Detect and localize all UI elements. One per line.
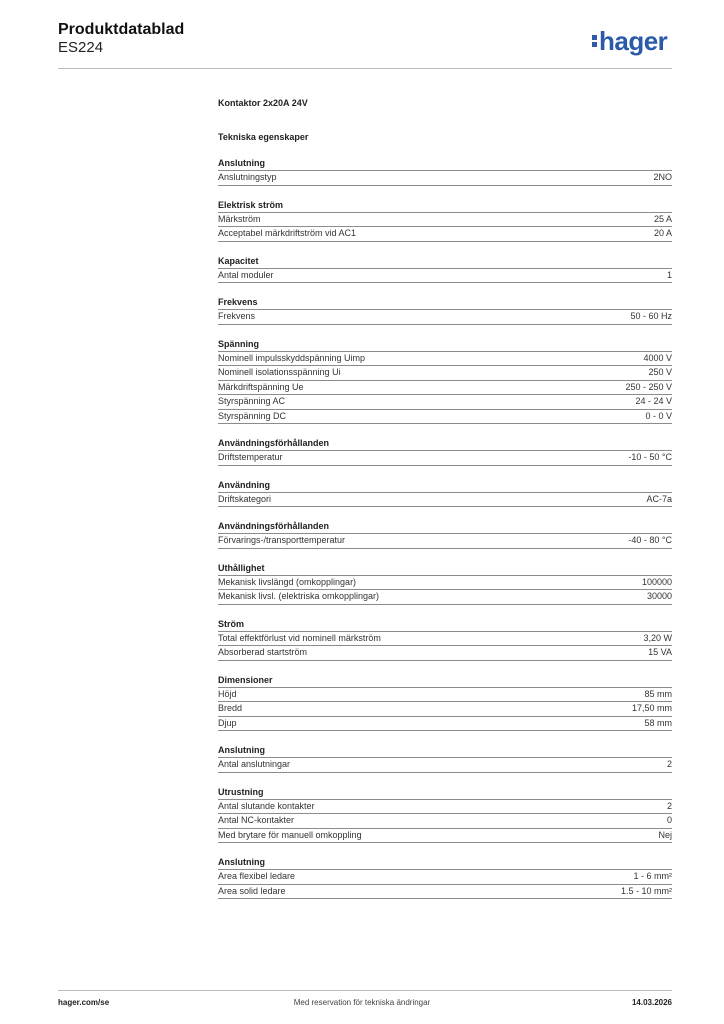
spec-value: -10 - 50 °C [628, 452, 672, 462]
spec-label: Acceptabel märkdriftström vid AC1 [218, 228, 357, 238]
spec-row [218, 309, 672, 325]
spec-value: 1 - 6 mm² [633, 871, 672, 881]
section-rows [218, 533, 672, 549]
spec-section [218, 200, 672, 242]
spec-value: 250 V [648, 367, 672, 377]
spec-row [218, 645, 672, 661]
spec-section [218, 158, 672, 186]
section-title: Användningsförhållanden [218, 438, 330, 448]
spec-value: 0 [666, 815, 672, 825]
section-rows [218, 631, 672, 661]
spec-value: 1.5 - 10 mm² [620, 885, 672, 896]
spec-label: Absorberad startström [218, 647, 308, 657]
section-title: Anslutning [218, 158, 265, 168]
product-name: Kontaktor 2x20A 24V [218, 98, 308, 108]
spec-row [218, 394, 672, 409]
section-title: Elektrisk ström [218, 199, 284, 210]
section-rows [218, 170, 672, 186]
spec-row [218, 884, 672, 900]
section-rows [218, 869, 672, 899]
document-title: Produktdatablad [58, 21, 185, 38]
section-title: Uthållighet [218, 562, 265, 573]
spec-value: 25 A [653, 213, 672, 224]
spec-label: Med brytare för manuell omkoppling [218, 829, 362, 840]
spec-label: Frekvens [218, 311, 256, 321]
spec-row [218, 409, 672, 425]
spec-label: Nominell isolationsspänning Ui [218, 367, 341, 377]
footer-website: hager.com/se [58, 998, 110, 1007]
spec-value: 15 VA [648, 647, 672, 657]
spec-row [218, 687, 672, 702]
spec-value: 250 - 250 V [625, 381, 672, 392]
spec-value: 2NO [653, 172, 672, 182]
spec-value: 0 - 0 V [645, 410, 672, 421]
spec-label: Djup [218, 717, 237, 728]
spec-value: 85 mm [644, 688, 672, 699]
spec-label: Styrspänning DC [218, 410, 287, 421]
spec-label: Nominell impulsskyddspänning Uimp [218, 352, 366, 363]
section-title: Användning [218, 479, 270, 490]
spec-row [218, 212, 672, 227]
spec-value: 30000 [646, 591, 672, 601]
section-title: Anslutning [218, 857, 265, 867]
spec-section [218, 480, 672, 508]
spec-row [218, 492, 672, 508]
spec-value: 4000 V [643, 352, 672, 363]
section-rows [218, 351, 672, 425]
spec-label: Antal NC-kontakter [218, 815, 295, 825]
spec-label: Styrspänning AC [218, 396, 286, 406]
spec-value: 58 mm [644, 717, 672, 728]
spec-row [218, 170, 672, 186]
spec-section [218, 256, 672, 284]
section-rows [218, 450, 672, 466]
spec-label: Antal moduler [218, 269, 274, 280]
spec-row [218, 533, 672, 549]
spec-row [218, 365, 672, 380]
footer-date: 14.03.2026 [631, 998, 672, 1007]
spec-section [218, 563, 672, 605]
section-rows [218, 575, 672, 605]
spec-label: Bredd [218, 703, 243, 713]
spec-row [218, 575, 672, 590]
spec-row [218, 828, 672, 844]
spec-label: Märkdriftspänning Ue [218, 381, 304, 392]
section-title: Utrustning [218, 786, 264, 797]
spec-section [218, 745, 672, 773]
spec-row [218, 757, 672, 773]
spec-value: 24 - 24 V [635, 396, 672, 406]
header-divider [58, 68, 672, 69]
spec-row [218, 701, 672, 716]
section-title: Anslutning [218, 745, 265, 755]
spec-value: 17,50 mm [631, 703, 672, 713]
spec-value: -40 - 80 °C [628, 535, 672, 545]
section-rows [218, 309, 672, 325]
spec-label: Mekanisk livsl. (elektriska omkopplingar) [218, 591, 380, 601]
spec-sections [218, 158, 672, 899]
spec-row [218, 716, 672, 732]
spec-label: Märkström [218, 213, 261, 224]
spec-section [218, 619, 672, 661]
section-title: Frekvens [218, 297, 258, 307]
tech-heading: Tekniska egenskaper [218, 132, 309, 142]
spec-value: AC-7a [646, 493, 672, 504]
datasheet-content [218, 96, 672, 899]
spec-section [218, 857, 672, 899]
section-rows [218, 492, 672, 508]
section-rows [218, 757, 672, 773]
spec-section [218, 297, 672, 325]
spec-label: Antal slutande kontakter [218, 800, 315, 811]
spec-row [218, 799, 672, 814]
spec-label: Driftstemperatur [218, 452, 283, 462]
section-title: Användningsförhållanden [218, 521, 330, 531]
spec-label: Total effektförlust vid nominell märkström [218, 632, 381, 643]
spec-label: Mekanisk livslängd (omkopplingar) [218, 576, 357, 587]
section-title: Spänning [218, 338, 259, 349]
section-rows [218, 212, 672, 242]
footer-disclaimer: Med reservation för tekniska ändringar [293, 998, 431, 1007]
spec-row [218, 450, 672, 466]
spec-row [218, 226, 672, 242]
spec-value: 1 [666, 269, 672, 280]
spec-label: Driftskategori [218, 493, 272, 504]
spec-section [218, 339, 672, 425]
spec-value: Nej [658, 829, 672, 840]
spec-label: Area flexibel ledare [218, 871, 296, 881]
spec-row [218, 631, 672, 646]
spec-section [218, 787, 672, 844]
spec-label: Anslutningstyp [218, 172, 277, 182]
spec-value: 2 [666, 800, 672, 811]
spec-section [218, 521, 672, 549]
section-rows [218, 799, 672, 844]
section-rows [218, 687, 672, 732]
spec-value: 50 - 60 Hz [630, 311, 672, 321]
spec-section [218, 438, 672, 466]
section-title: Dimensioner [218, 674, 273, 685]
product-code: ES224 [58, 39, 104, 56]
spec-row [218, 380, 672, 395]
logo-text: hager [599, 26, 668, 56]
spec-value: 20 A [653, 228, 672, 238]
spec-row [218, 869, 672, 884]
section-title: Kapacitet [218, 255, 259, 266]
hager-logo [592, 26, 667, 56]
section-rows [218, 268, 672, 284]
spec-row [218, 351, 672, 366]
spec-label: Höjd [218, 688, 237, 699]
spec-label: Area solid ledare [218, 885, 286, 896]
spec-section [218, 675, 672, 732]
spec-value: 100000 [641, 576, 672, 587]
spec-value: 2 [666, 759, 672, 769]
spec-row [218, 268, 672, 284]
footer-divider [58, 990, 672, 991]
section-title: Ström [218, 618, 245, 629]
spec-value: 3,20 W [643, 632, 672, 643]
logo-dots-icon [592, 33, 597, 49]
spec-row [218, 589, 672, 605]
spec-label: Förvarings-/transporttemperatur [218, 535, 346, 545]
spec-row [218, 813, 672, 828]
spec-label: Antal anslutningar [218, 759, 291, 769]
